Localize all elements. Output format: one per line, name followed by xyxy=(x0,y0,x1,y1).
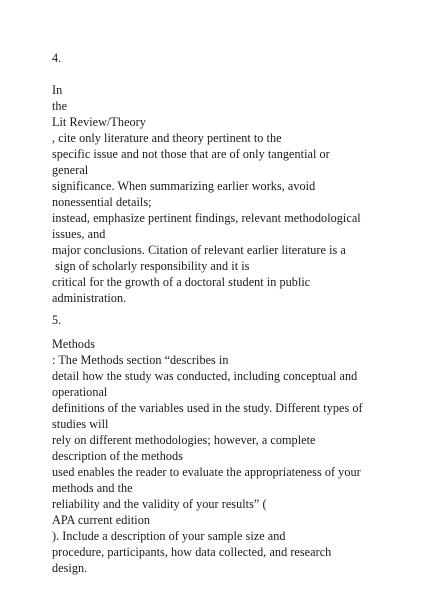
section-5-line: methods and the xyxy=(52,481,133,495)
section-5-line: detail how the study was conducted, including conceptual and xyxy=(52,369,358,383)
section-5-line: studies will xyxy=(52,417,109,431)
section-5-line: : The Methods section “describes in xyxy=(52,353,229,367)
section-4-line: major conclusions. Citation of relevant earlier literature is a xyxy=(52,243,346,257)
section-4-line: issues, and xyxy=(52,227,106,241)
section-4-line: specific issue and not those that are of only tangential or xyxy=(52,147,330,161)
section-4-line: administration. xyxy=(52,291,127,305)
section-5-heading-methods: Methods xyxy=(52,337,96,351)
section-4-line: nonessential details; xyxy=(52,195,152,209)
section-4-line: sign of scholarly responsibility and it is xyxy=(52,259,250,273)
section-5-line: reliability and the validity of your results” ( xyxy=(52,497,267,511)
section-5-line: used enables the reader to evaluate the appropriateness of your xyxy=(52,465,361,479)
section-4-line: critical for the growth of a doctoral student in public xyxy=(52,275,311,289)
section-5-line: operational xyxy=(52,385,108,399)
section-5-line: ). Include a description of your sample size and xyxy=(52,529,286,543)
section-4-line: significance. When summarizing earlier works, avoid xyxy=(52,179,316,193)
section-5-line: definitions of the variables used in the study. Different types of xyxy=(52,401,363,415)
section-5-line: procedure, participants, how data collected, and research xyxy=(52,545,332,559)
section-4-line: the xyxy=(52,99,68,113)
section-5-line: design. xyxy=(52,561,88,575)
section-5-citation: APA current edition xyxy=(52,513,150,527)
section-4-heading-lit-review: Lit Review/Theory xyxy=(52,115,146,129)
section-4-number: 4. xyxy=(52,51,62,65)
section-5-line: description of the methods xyxy=(52,449,183,463)
section-5-number: 5. xyxy=(52,313,62,327)
section-5-line: rely on different methodologies; however, a complete xyxy=(52,433,316,447)
section-4-line: In xyxy=(52,83,63,97)
section-4-line: instead, emphasize pertinent findings, relevant methodological xyxy=(52,211,361,225)
section-4-line: general xyxy=(52,163,89,177)
section-4-line: , cite only literature and theory pertinent to the xyxy=(52,131,282,145)
